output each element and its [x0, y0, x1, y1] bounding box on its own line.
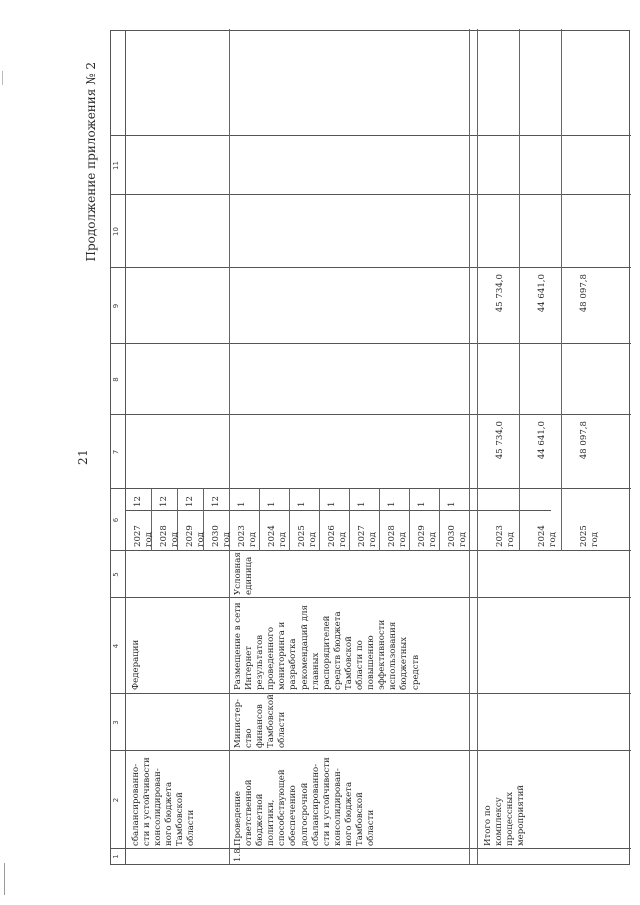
value-cell: 1 — [237, 501, 247, 507]
column-number: 7 — [112, 449, 120, 455]
column-divider — [111, 267, 631, 268]
data-table — [110, 30, 630, 865]
year-cell: 2029 год — [417, 525, 439, 547]
year-row-divider — [561, 29, 562, 551]
column-number: 9 — [112, 303, 120, 309]
year-cell: 2023 год — [237, 525, 259, 547]
total-amount-col7: 44 641,0 — [537, 421, 547, 460]
year-cell: 2028 год — [159, 525, 181, 547]
row-number: 1.8. — [233, 845, 243, 862]
column-number: 5 — [112, 572, 120, 577]
column-divider — [111, 550, 631, 551]
column-divider — [111, 135, 631, 136]
column-divider — [111, 693, 631, 694]
year-cell: 2024 год — [537, 525, 559, 547]
responsible-executor: Министер-ство финансов Тамбовской области — [233, 694, 288, 748]
value-cell: 1 — [417, 501, 427, 507]
total-amount-col9: 45 734,0 — [495, 274, 505, 313]
year-value-divider — [125, 510, 551, 511]
value-cell: 1 — [297, 501, 307, 507]
indicator-text: Размещение в сети Интернет результатов проведенного мониторинга и разработка рекомендаций для главных распорядителей средств бюджета Тамбовской области по повышению эффективности использования бюджетных средств — [233, 602, 421, 690]
year-cell: 2024 год — [267, 525, 289, 547]
total-amount-col7: 48 097,8 — [579, 421, 589, 460]
value-cell: 1 — [357, 501, 367, 507]
column-number: 11 — [112, 161, 120, 170]
total-amount-col7: 45 734,0 — [495, 421, 505, 460]
year-cell: 2027 год — [133, 525, 155, 547]
column-number: 10 — [112, 227, 120, 236]
carry-over-indicator: Федерации — [131, 639, 141, 690]
column-number: 4 — [112, 643, 120, 649]
column-number: 1 — [112, 854, 120, 859]
total-amount-col9: 48 097,8 — [579, 274, 589, 313]
value-cell: 1 — [327, 501, 337, 507]
year-cell: 2027 год — [357, 525, 379, 547]
total-amount-col9: 44 641,0 — [537, 274, 547, 313]
column-divider — [111, 343, 631, 344]
year-cell: 2028 год — [387, 525, 409, 547]
column-divider — [111, 750, 631, 751]
value-cell: 1 — [267, 501, 277, 507]
year-cell: 2030 год — [447, 525, 469, 547]
column-number: 2 — [112, 797, 120, 803]
column-divider — [111, 414, 631, 415]
value-cell: 12 — [159, 496, 169, 507]
unit-cell: Условная единица — [233, 552, 255, 595]
column-divider — [111, 848, 631, 849]
column-number: 8 — [112, 377, 120, 382]
year-cell: 2023 год — [495, 525, 517, 547]
section-divider — [477, 29, 478, 864]
year-cell: 2029 год — [185, 525, 207, 547]
value-cell: 12 — [133, 496, 143, 507]
value-cell: 1 — [447, 501, 457, 507]
year-cell: 2026 год — [327, 525, 349, 547]
year-cell: 2030 год — [211, 525, 233, 547]
scan-mark — [2, 71, 3, 85]
value-cell: 12 — [185, 496, 195, 507]
continuation-label: Продолжение приложения № 2 — [84, 62, 98, 262]
column-divider — [111, 597, 631, 598]
column-number: 6 — [112, 517, 120, 523]
section-divider — [469, 29, 470, 864]
value-cell: 1 — [387, 501, 397, 507]
scan-mark — [4, 863, 5, 895]
column-divider — [111, 488, 631, 489]
measure-name: Проведение ответственной бюджетной политики, способствующей обеспечению долгосрочной сбалансированно-сти и устойчивости консолидирован-ного бюджета Тамбовской области — [233, 757, 377, 846]
carry-over-name: сбалансированно-сти и устойчивости консолидирован-ного бюджета Тамбовской области — [131, 757, 197, 846]
year-cell: 2025 год — [579, 525, 601, 547]
page-number: 21 — [76, 448, 90, 465]
year-row-divider — [519, 29, 520, 551]
value-cell: 12 — [211, 496, 221, 507]
column-number: 3 — [112, 720, 120, 725]
total-label: Итого по комплексу процессных мероприятий — [483, 784, 527, 846]
section-divider — [229, 29, 230, 864]
year-cell: 2025 год — [297, 525, 319, 547]
column-divider — [111, 194, 631, 195]
